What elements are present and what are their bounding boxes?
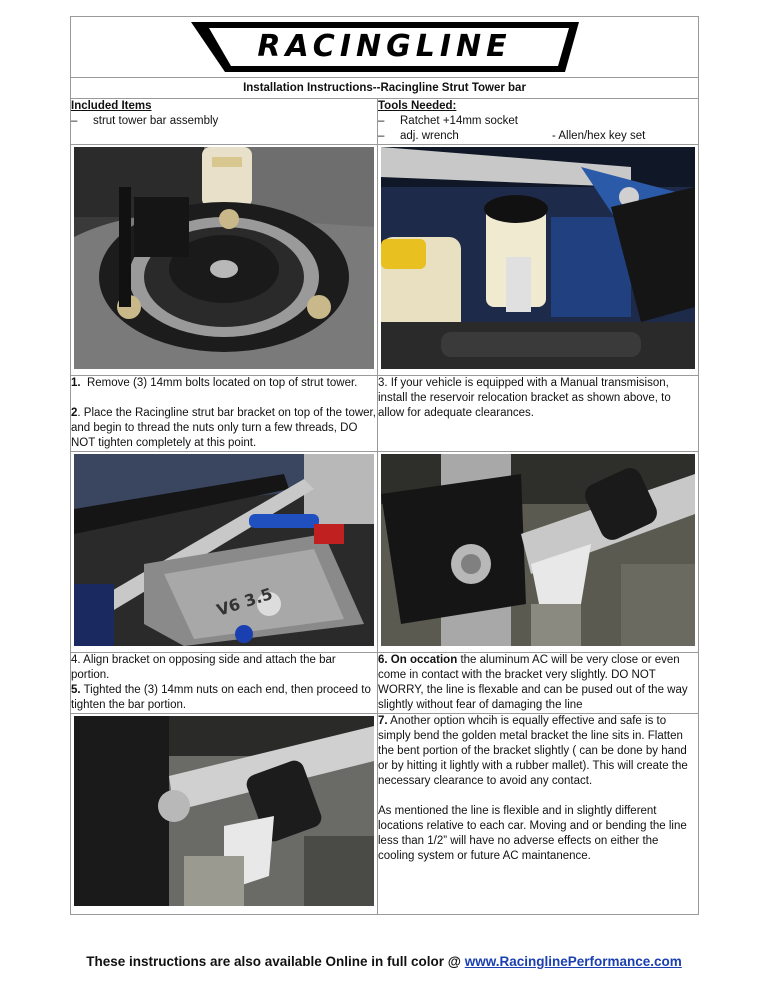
- tools-needed-cell: [378, 99, 699, 145]
- included-items-heading: Included Items: [71, 100, 152, 112]
- step-1: 1. Remove (3) 14mm bolts located on top of strut tower.: [71, 377, 358, 389]
- step-4: 4. Align bracket on opposing side and attach the bar portion.: [71, 654, 336, 681]
- step-5: 5. Tighted the (3) 14mm nuts on each end, then proceed to tighten the bar portion.: [71, 684, 371, 711]
- ac-line-closeup-photo-icon: [74, 716, 374, 906]
- ac-line-contact-photo-icon: [381, 454, 695, 646]
- steps-4-5-cell: [71, 653, 378, 714]
- logo-text: RACINGLINE: [257, 29, 512, 64]
- steps-1-2-cell: [71, 376, 378, 452]
- document-title: Installation Instructions--Racingline Strut Tower bar: [71, 78, 699, 99]
- instruction-table: [70, 16, 699, 915]
- logo-row: [71, 17, 699, 78]
- included-item: – strut tower bar assembly: [71, 115, 219, 127]
- step-7: 7. Another option whcih is equally effective and safe is to simply bend the golden metal bracket the line sits in. Flatten the bent portion of the bracket slightly ( can be done by hand or by hitting it lightly with a rubber mallet). This will create the necessary clearance to avoid any contact.: [378, 715, 688, 787]
- photo-ac-line-contact: [378, 452, 699, 653]
- reservoir-bracket-photo-icon: [381, 147, 695, 369]
- instruction-sheet: [70, 16, 698, 915]
- step-7-cell: [378, 714, 699, 915]
- tool-extra: - Allen/hex key set: [552, 130, 646, 142]
- photo-engine-bay: [71, 452, 378, 653]
- step-7-note: As mentioned the line is flexible and in slightly different locations relative to each car. Moving and or bending the line less than 1/2” will have no adverse effects on either the cooling system or future AC maintanence.: [378, 805, 687, 862]
- photo-reservoir-bracket: [378, 145, 699, 376]
- step-3-cell: [378, 376, 699, 452]
- step-2: 2. Place the Racingline strut bar bracket on top of the tower, and begin to thread the nuts only turn a few threads, DO NOT tighten completely at this point.: [71, 407, 376, 449]
- footer-text: These instructions are also available Online in full color @: [86, 954, 465, 969]
- strut-tower-photo-icon: [74, 147, 374, 369]
- engine-badge: V6 3.5: [214, 583, 275, 620]
- step-3: 3. If your vehicle is equipped with a Manual transmisison, install the reservoir relocation bracket as shown above, to allow for adequate clearances.: [378, 377, 671, 419]
- tools-heading: Tools Needed:: [378, 100, 457, 112]
- website-link[interactable]: www.RacinglinePerformance.com: [464, 954, 682, 969]
- footer: [0, 954, 768, 969]
- tool-item: – adj. wrench - Allen/hex key set: [378, 130, 646, 142]
- step-6-cell: [378, 653, 699, 714]
- photo-strut-tower: [71, 145, 378, 376]
- photo-ac-line-closeup: [71, 714, 378, 915]
- step-6: 6. On occation the aluminum AC will be very close or even come in contact with the bracket very slightly. DO NOT WORRY, the line is flexable and can be pused out of the way slightly without fear of damaging the line: [378, 654, 688, 711]
- racingline-logo: [185, 19, 585, 75]
- tool-item: – Ratchet +14mm socket: [378, 115, 518, 127]
- included-items-cell: [71, 99, 378, 145]
- engine-bay-photo-icon: [74, 454, 374, 646]
